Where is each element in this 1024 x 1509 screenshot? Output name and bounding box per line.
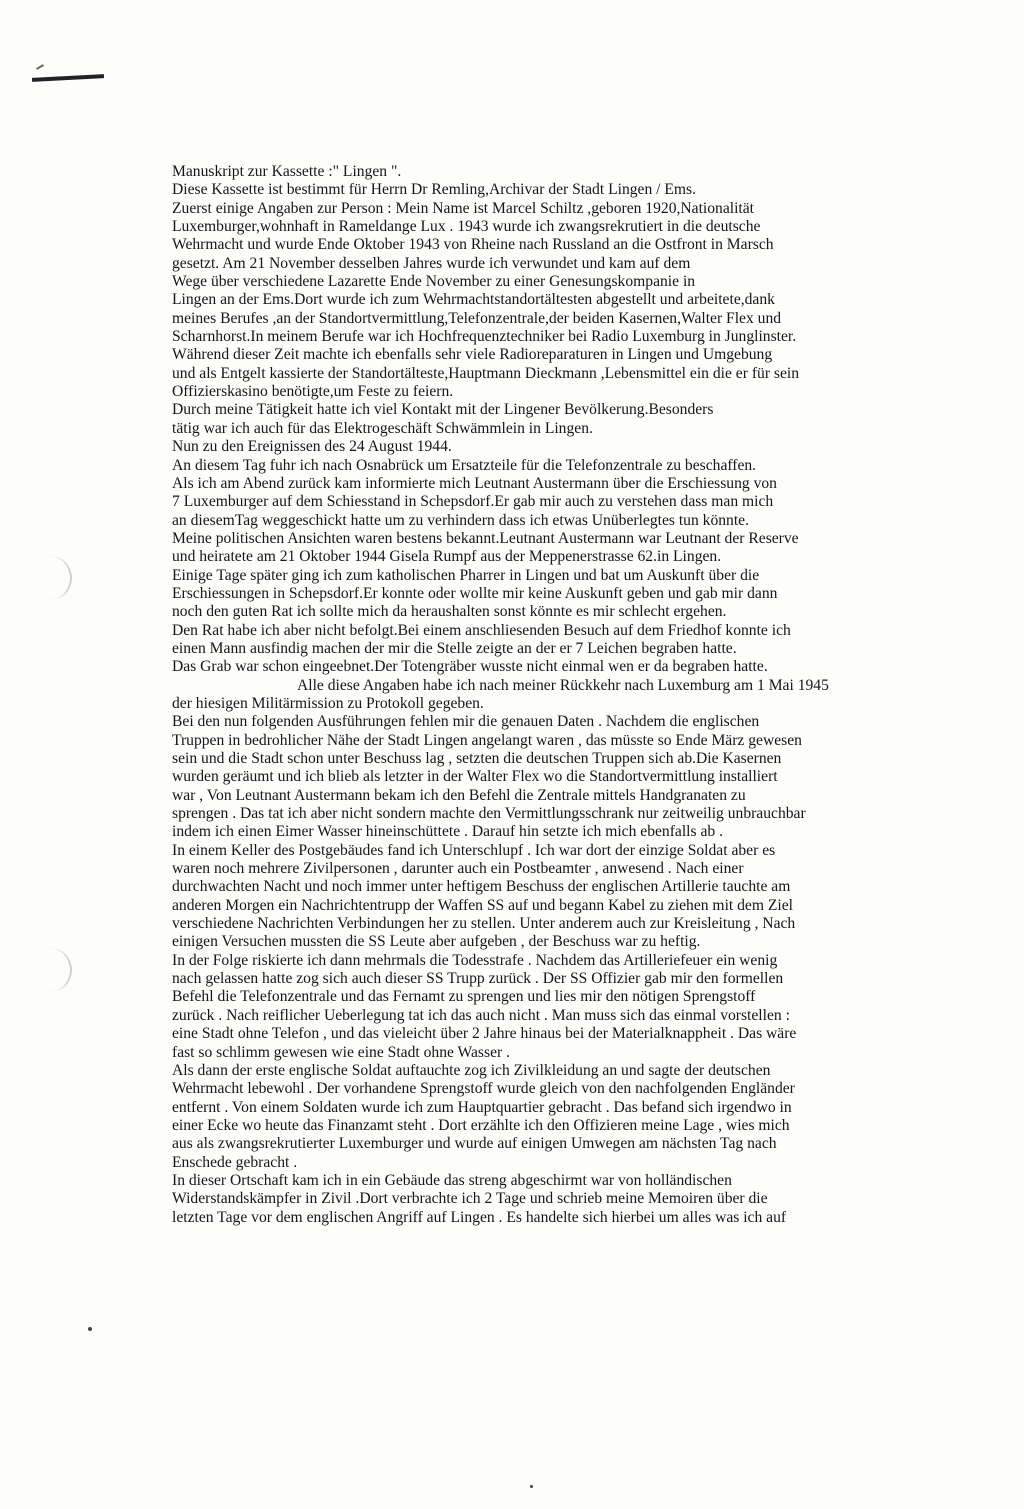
text-line: und als Entgelt kassierte der Standortälteste,Hauptmann Dieckmann ,Lebensmittel ein die er für sein [172,364,800,382]
text-line: gesetzt. Am 21 November desselben Jahres wurde ich verwundet und kam auf dem [172,254,691,272]
text-line: Wege über verschiedene Lazarette Ende November zu einer Genesungskompanie in [172,273,696,291]
text-line: einer Ecke wo heute das Finanzamt steht . Dort erzählte ich den Offizieren meine Lage , wies mich [172,1116,790,1134]
text-line: einigen Versuchen mussten die SS Leute aber aufgeben , der Beschuss war zu heftig. [172,933,701,951]
text-line: Bei den nun folgenden Ausführungen fehlen mir die genauen Daten . Nachdem die englischen [172,713,760,731]
text-line: Zuerst einige Angaben zur Person : Mein Name ist Marcel Schiltz ,geboren 1920,Nationalität [172,199,755,217]
text-line: anderen Morgen ein Nachrichtentrupp der Waffen SS auf und begann Kabel zu ziehen mit dem Ziel [172,896,793,914]
text-line: der hiesigen Militärmission zu Protokoll gegeben. [172,694,484,712]
text-line: fast so schlimm gewesen wie eine Stadt ohne Wasser . [172,1043,510,1061]
text-line: war , Von Leutnant Austermann bekam ich den Befehl die Zentrale mittels Handgranaten zu [172,786,746,804]
text-line: aus als zwangsrekrutierter Luxemburger und wurde auf einigen Umwegen am nächsten Tag nach [172,1135,777,1153]
scan-speck [530,1485,533,1488]
text-line: In der Folge riskierte ich dann mehrmals die Todesstrafe . Nachdem das Artilleriefeuer ein wenig [172,951,778,969]
text-line: wurden geräumt und ich blieb als letzter in der Walter Flex wo die Standortvermittlung installiert [172,768,778,786]
text-line: Lingen an der Ems.Dort wurde ich zum Wehrmachtstandortältesten abgestellt und arbeitete,dank [172,291,775,309]
text-line: waren noch mehrere Zivilpersonen , darunter auch ein Postbeamter , anwesend . Nach einer [172,860,744,878]
text-line: tätig war ich auch für das Elektrogeschäft Schwämmlein in Lingen. [172,419,593,437]
text-line: An diesem Tag fuhr ich nach Osnabrück um Ersatzteile für die Telefonzentrale zu beschaffen. [172,456,757,474]
text-line: Scharnhorst.In meinem Berufe war ich Hochfrequenztechniker bei Radio Luxemburg in Junglinster. [172,328,797,346]
text-line: durchwachten Nacht und noch immer unter heftigem Beschuss der englischen Artillerie tauchte am [172,878,791,896]
text-line: Manuskript zur Kassette :" Lingen ". [172,163,402,180]
text-line: sein und die Stadt schon unter Beschuss lag , setzten die deutschen Truppen sich ab.Die Kasernen [172,750,782,767]
text-line: und heiratete am 21 Oktober 1944 Gisela Rumpf aus der Meppenerstrasse 62.in Lingen. [172,548,722,566]
text-line: einen Mann ausfindig machen der mir die Stelle zeigte an der er 7 Leichen begraben hatte. [172,639,737,657]
text-line: Wehrmacht und wurde Ende Oktober 1943 von Rheine nach Russland an die Ostfront in Marsch [172,236,774,254]
text-line: an diesemTag weggeschickt hatte um zu verhindern dass ich etwas Unüberlegtes tun könnte. [172,511,749,529]
text-line: Widerstandskämpfer in Zivil .Dort verbrachte ich 2 Tage und schrieb meine Memoiren über die [172,1190,768,1208]
text-line: Offizierskasino benötigte,um Feste zu feiern. [172,383,454,401]
text-line: nach gelassen hatte zog sich auch dieser SS Trupp zurück . Der SS Offizier gab mir den formellen [172,970,784,988]
text-line: Truppen in bedrohlicher Nähe der Stadt Lingen angelangt waren , das müsste so Ende März gewesen [172,731,802,749]
text-line: 7 Luxemburger auf dem Schiesstand in Schepsdorf.Er gab mir auch zu verstehen dass man mich [172,493,774,511]
punch-hole-top [44,556,72,600]
text-line: In einem Keller des Postgebäudes fand ich Unterschlupf . Ich war dort der einzige Soldat aber es [172,841,776,859]
text-line: Luxemburger,wohnhaft in Rameldange Lux . 1943 wurde ich zwangsrekrutiert in die deutsche [172,218,761,236]
scan-tick [36,64,44,70]
text-line: Diese Kassette ist bestimmt für Herrn Dr Remling,Archivar der Stadt Lingen / Ems. [172,181,697,199]
text-line: Als dann der erste englische Soldat auftauchte zog ich Zivilkleidung an und sagte der deutschen [172,1061,771,1079]
text-line: noch den guten Rat ich sollte mich da heraushalten sonst könnte es mir schlecht ergehen. [172,603,727,621]
text-line: indem ich einen Eimer Wasser hineinschüttete . Darauf hin setzte ich mich ebenfalls ab . [172,823,723,841]
text-line: eine Stadt ohne Telefon , und das vieleicht über 2 Jahre hinaus bei der Materialknappheit . Das wäre [172,1025,797,1043]
text-line: In dieser Ortschaft kam ich in ein Gebäude das streng abgeschirmt war von holländischen [172,1171,732,1189]
text-line: sprengen . Das tat ich aber nicht sondern machte den Vermittlungsschrank nur zeitweilig unbrauchbar [172,805,806,823]
text-line: Während dieser Zeit machte ich ebenfalls sehr viele Radioreparaturen in Lingen und Umgebung [172,346,773,364]
text-line: Als ich am Abend zurück kam informierte mich Leutnant Austermann über die Erschiessung von [172,474,777,492]
manuscript-text [172,163,907,1227]
text-line: Befehl die Telefonzentrale und das Fernamt zu sprengen und lies mir den nötigen Sprengstoff [172,988,756,1006]
text-line: Enschede gebracht . [172,1153,298,1171]
punch-hole-bottom [44,948,72,992]
text-line: Nun zu den Ereignissen des 24 August 1944. [172,438,452,456]
text-line: Den Rat habe ich aber nicht befolgt.Bei einem anschliesenden Besuch auf dem Friedhof konnte ich [172,621,791,639]
text-line: Einige Tage später ging ich zum katholischen Pharrer in Lingen und bat um Auskunft über die [172,566,760,584]
text-line: letzten Tage vor dem englischen Angriff auf Lingen . Es handelte sich hierbei um alles was ich auf [172,1208,787,1226]
text-line: entfernt . Von einem Soldaten wurde ich zum Hauptquartier gebracht . Das befand sich irgendwo in [172,1098,792,1116]
text-line: meines Berufes ,an der Standortvermittlung,Telefonzentrale,der beiden Kasernen,Walter Flex und [172,309,782,327]
text-line: Alle diese Angaben habe ich nach meiner Rückkehr nach Luxemburg am 1 Mai 1945 [297,676,829,694]
text-line: verschiedene Nachrichten Verbindungen her zu stellen. Unter anderem auch zur Kreisleitung , Nach [172,915,796,933]
text-line: Erschiessungen in Schepsdorf.Er konnte oder wollte mir keine Auskunft geben und gab mir dann [172,584,778,602]
text-line: Wehrmacht lebewohl . Der vorhandene Sprengstoff wurde gleich von den nachfolgenden Engländer [172,1080,795,1098]
scan-speck [88,1327,92,1331]
text-line: Durch meine Tätigkeit hatte ich viel Kontakt mit der Lingener Bevölkerung.Besonders [172,401,714,419]
text-line: Das Grab war schon eingeebnet.Der Totengräber wusste nicht einmal wen er da begraben hatte. [172,658,768,676]
scan-mark [32,74,104,82]
text-line: Meine politischen Ansichten waren bestens bekannt.Leutnant Austermann war Leutnant der Reserve [172,529,799,547]
text-line: zurück . Nach reiflicher Ueberlegung tat ich das auch nicht . Man muss sich das einmal vorstellen : [172,1006,790,1024]
